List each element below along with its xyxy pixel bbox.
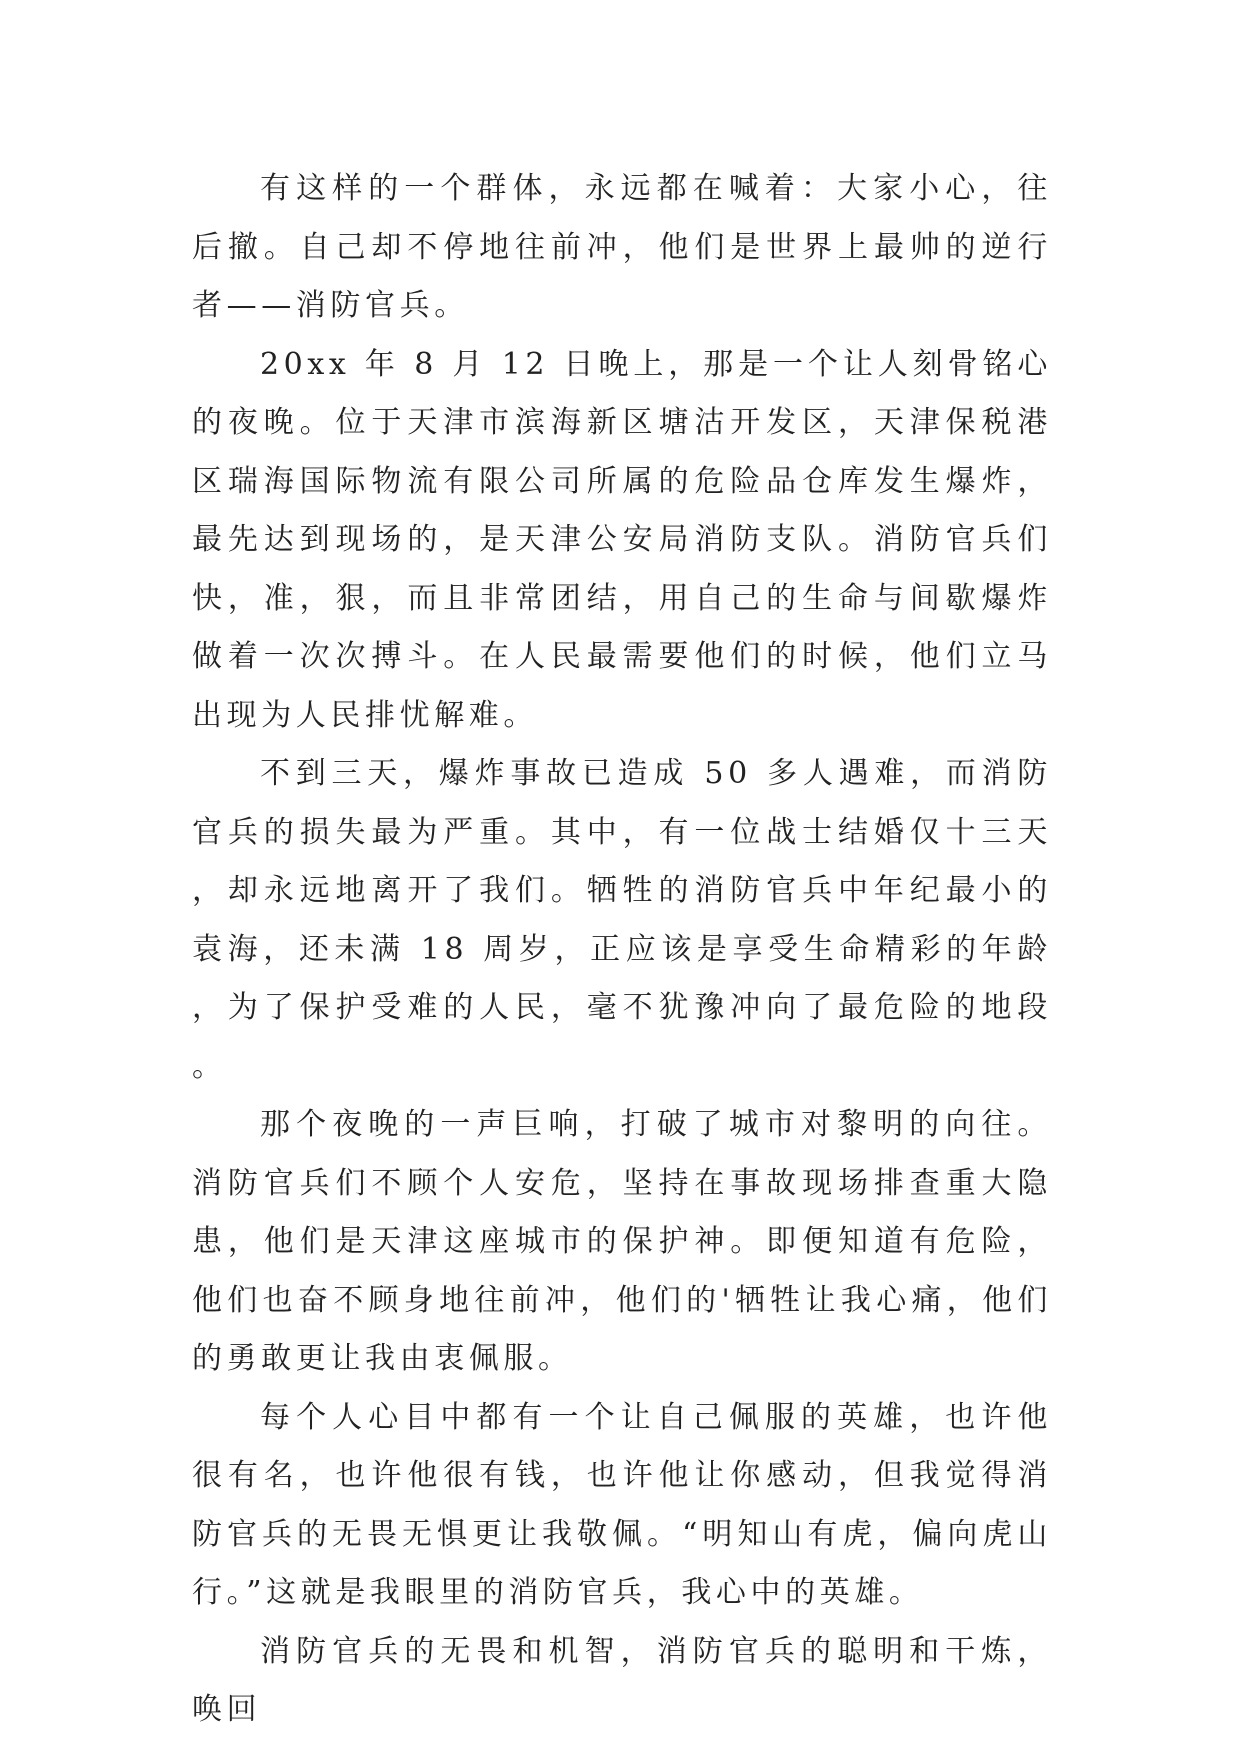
document-body — [192, 160, 1052, 1740]
paragraph-1: 有这样的一个群体，永远都在喊着：大家小心，往后撤。自己却不停地往前冲，他们是世界上最帅的逆行者——消防官兵。 — [192, 171, 1052, 323]
paragraph-3: 不到三天，爆炸事故已造成 50 多人遇难，而消防官兵的损失最为严重。其中，有一位战士结婚仅十三天，却永远地离开了我们。牺牲的消防官兵中年纪最小的袁海，还未满 18 周岁，正应该是享受生命精彩的年龄，为了保护受难的人民，毫不犹豫冲向了最危险的地段。 — [192, 756, 1052, 1084]
paragraph-6: 消防官兵的无畏和机智，消防官兵的聪明和干炼，唤回 — [192, 1633, 1052, 1727]
paragraph-4: 那个夜晚的一声巨响，打破了城市对黎明的向往。消防官兵们不顾个人安危，坚持在事故现场排查重大隐患，他们是天津这座城市的保护神。即便知道有危险，他们也奋不顾身地往前冲，他们的'牺牲让我心痛，他们的勇敢更让我由衷佩服。 — [192, 1107, 1052, 1376]
paragraph-2: 20xx 年 8 月 12 日晚上，那是一个让人刻骨铭心的夜晚。位于天津市滨海新区塘沽开发区，天津保税港区瑞海国际物流有限公司所属的危险品仓库发生爆炸，最先达到现场的，是天津公安局消防支队。消防官兵们快，准，狠，而且非常团结，用自己的生命与间歇爆炸做着一次次搏斗。在人民最需要他们的时候，他们立马出现为人民排忧解难。 — [192, 346, 1052, 733]
paragraph-5: 每个人心目中都有一个让自己佩服的英雄，也许他很有名，也许他很有钱，也许他让你感动，但我觉得消防官兵的无畏无惧更让我敬佩。“明知山有虎，偏向虎山行。”这就是我眼里的消防官兵，我心中的英雄。 — [192, 1399, 1052, 1610]
